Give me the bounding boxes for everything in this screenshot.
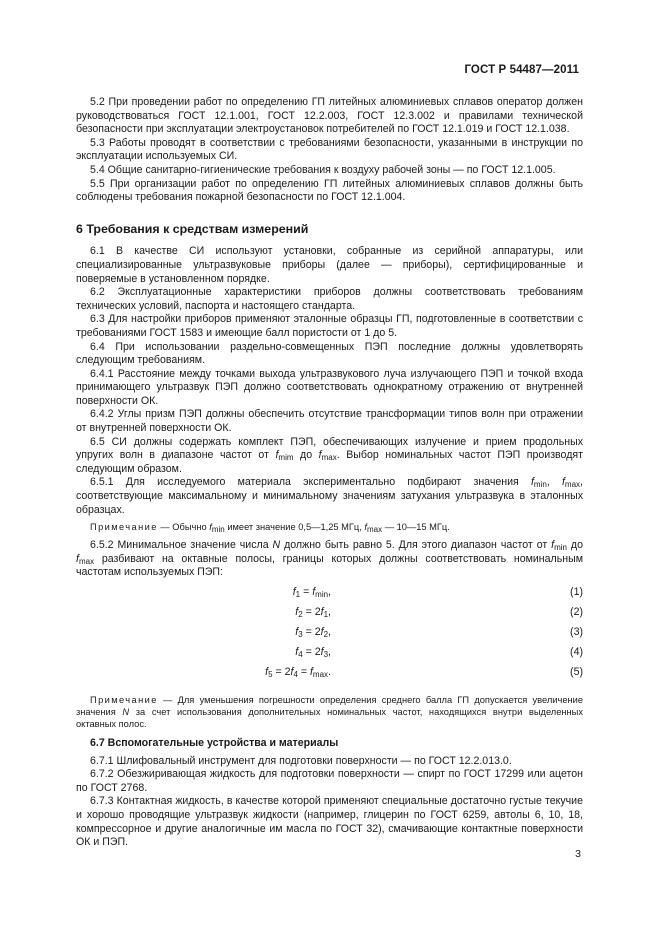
paragraph-6-7-1: 6.7.1 Шлифовальный инструмент для подготовки поверхности — по ГОСТ 12.2.013.0. [90,754,512,767]
formula-number: (5) [570,666,583,678]
section-6-title: 6 Требования к средствам измерений [76,221,309,236]
paragraph-6-5-2: 6.5.2 Минимальное значение числа N должно быть равно 5. Для этого диапазон частот от $f_{min}$ до $f_{max}$ разбивают на октавные полосы, границы которых должны соответствовать номинальным частотам используемых ПЭП: [76,539,583,579]
paragraph-5-3: 5.3 Работы проводят в соответствии с требованиями безопасности, указанными в инструкции по эксплуатации используемых СИ. [76,136,583,163]
formula-expression: $f_2 = 2f_1$, [295,606,331,619]
page-content [76,96,583,850]
formula-list [76,586,583,686]
formula-expression: $f_1 = f_{min}$, [292,586,331,599]
formula-3 [76,626,583,646]
paragraph-6-1: 6.1 В качестве СИ используют установки, собранные из серийной аппаратуры, или специализированные ультразвуковые приборы (далее — приборы), сертифицированные и поверяемые в установленном порядке. [76,245,583,285]
formula-expression: $f_3 = 2f_2$, [295,626,331,639]
note-1: Примечание — Обычно $f_{min}$ имеет значение 0,5—1,25 МГц, $f_{max}$ — 10—15 МГц. [90,522,450,535]
paragraph-6-5: 6.5 СИ должны содержать комплект ПЭП, обеспечивающих излучение и прием продольных упругих волн в диапазоне частот от $f_{mim}$ до $f_{max}$. Выбор номинальных частот ПЭП производят следующим образом. [76,435,583,475]
paragraph-5-4: 5.4 Общие санитарно-гигиенические требования к воздуху рабочей зоны — по ГОСТ 12.1.005. [90,163,556,176]
formula-expression: $f_4 = 2f_3$, [295,646,331,659]
formula-1 [76,586,583,606]
paragraph-5-2: 5.2 При проведении работ по определению ГП литейных алюминиевых сплавов оператор должен руководствоваться ГОСТ 12.1.001, ГОСТ 12.2.003, ГОСТ 12.3.002 и правилами технической безопасности при эксплуатации электроустановок потребителей по ГОСТ 12.1.019 и ГОСТ 12.1.038. [76,96,583,136]
paragraph-6-4-2: 6.4.2 Углы призм ПЭП должны обеспечить отсутствие трансформации типов волн при отражении от внутренней поверхности ОК. [76,408,583,435]
standard-header: ГОСТ Р 54487—2011 [464,64,579,76]
subsection-6-7-title: 6.7 Вспомогательные устройства и материалы [90,737,339,749]
note-2: Примечание — Для уменьшения погрешности определения среднего балла ГП допускается увеличение значения N за счет использования дополнительных номинальных частот, находящихся внутри выделенных октавных полос. [76,695,583,729]
paragraph-6-4: 6.4 При использовании раздельно-совмещенных ПЭП последние должны удовлетворять следующим требованиям. [76,340,583,367]
paragraph-5-5: 5.5 При организации работ по определению ГП литейных алюминиевых сплавов должны быть соблюдены требования пожарной безопасности по ГОСТ 12.1.004. [76,177,583,204]
paragraph-6-2: 6.2 Эксплуатационные характеристики приборов должны соответствовать требованиям технических условий, паспорта и настоящего стандарта. [76,286,583,312]
formula-4 [76,646,583,666]
paragraph-6-5-1: 6.5.1 Для исследуемого материала экспериментально подбирают значения $f_{min}$, $f_{max}$, соответствующие максимальному и минимальному значениям затухания ультразвука в эталонных образцах. [76,476,583,516]
paragraph-6-4-1: 6.4.1 Расстояние между точками выхода ультразвукового луча излучающего ПЭП и точкой входа принимающего ультразвук ПЭП должно соответствовать однократному отражению от внутренней поверхности ОК. [76,367,583,407]
formula-expression: $f_5 = 2f_4 = f_{max}$. [265,666,331,679]
formula-number: (2) [570,606,583,618]
paragraph-6-7-2: 6.7.2 Обезжиривающая жидкость для подготовки поверхности — спирт по ГОСТ 17299 или ацетон по ГОСТ 2768. [76,768,583,794]
formula-2 [76,606,583,626]
page-number: 3 [575,848,581,860]
paragraph-6-3: 6.3 Для настройки приборов применяют эталонные образцы ГП, подготовленные в соответствии с требованиями ГОСТ 1583 и имеющие балл пористости от 1 до 5. [76,313,583,339]
formula-5 [76,666,583,686]
formula-number: (3) [570,626,583,638]
paragraph-6-7-3: 6.7.3 Контактная жидкость, в качестве которой применяют специальные достаточно густые текучие и хорошо проводящие ультразвук жидкости (например, глицерин по ГОСТ 6259, автолы 6, 10, 18, компрессорное и другие аналогичные им масла по ГОСТ 32), смачивающие контактные поверхности ОК и ПЭП. [76,795,583,849]
formula-number: (4) [570,646,583,658]
formula-number: (1) [570,586,583,598]
